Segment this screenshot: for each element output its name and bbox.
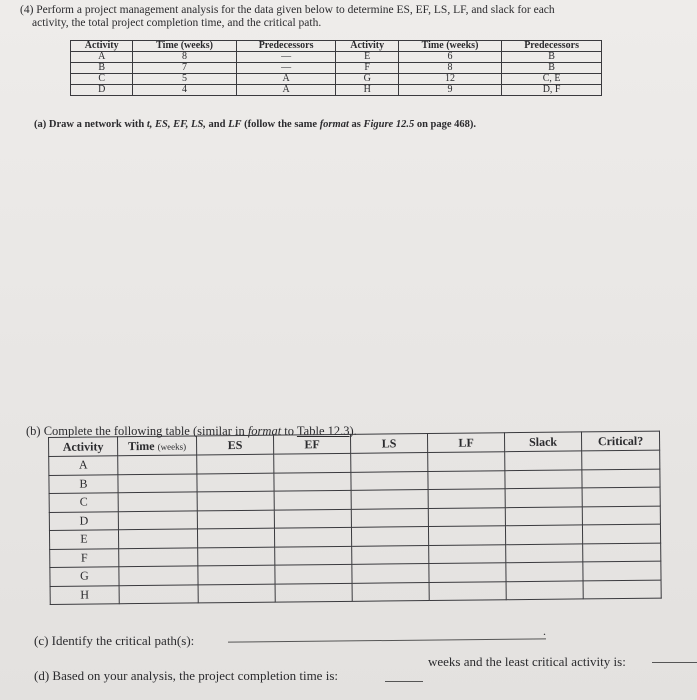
activity-cell: B (49, 474, 118, 493)
time-input-cell[interactable] (119, 584, 198, 603)
part-b-text: (b) Complete the following table (similar in (26, 424, 248, 438)
slack-input-cell[interactable] (505, 525, 582, 544)
header-predecessors-1: Predecessors (236, 41, 336, 52)
question-line-2: activity, the total project completion time, and the critical path. (32, 17, 322, 29)
part-b-italic: format (247, 424, 282, 438)
part-a-text: on page 468). (414, 119, 477, 130)
table-cell: E (336, 52, 398, 63)
table-row (71, 74, 602, 85)
time-input-cell[interactable] (119, 547, 198, 566)
part-a-italic: format (319, 119, 349, 130)
header-critical: Critical? (581, 431, 659, 451)
table-cell: — (236, 52, 336, 63)
header-time-label: Time (128, 438, 155, 453)
ls-input-cell[interactable] (352, 564, 429, 583)
slack-input-cell[interactable] (505, 506, 582, 525)
table-cell: F (336, 63, 398, 74)
header-activity-2: Activity (336, 41, 398, 52)
ls-input-cell[interactable] (351, 508, 428, 527)
ef-input-cell[interactable] (275, 546, 352, 565)
table-cell: B (502, 52, 602, 63)
time-input-cell[interactable] (118, 455, 197, 474)
table-cell: 12 (398, 74, 501, 85)
header-time-unit: (weeks) (157, 441, 187, 452)
es-input-cell[interactable] (197, 528, 274, 547)
lf-input-cell[interactable] (428, 452, 505, 471)
header-es: ES (196, 435, 273, 455)
critical-input-cell[interactable] (583, 580, 661, 599)
ls-input-cell[interactable] (351, 490, 428, 509)
ef-input-cell[interactable] (274, 453, 351, 472)
table-cell: D, F (502, 85, 602, 96)
table-cell: 6 (398, 52, 501, 63)
table-cell: A (71, 52, 133, 63)
part-a-text: (follow the same (241, 119, 320, 130)
part-b-text: ). (349, 424, 357, 438)
activity-cell: A (49, 456, 118, 475)
part-c-end-mark: . (543, 624, 546, 638)
lf-input-cell[interactable] (429, 563, 506, 582)
critical-path-answer-line[interactable] (228, 638, 546, 642)
activity-cell: F (50, 548, 119, 567)
critical-input-cell[interactable] (582, 506, 660, 525)
part-d-question: (d) Based on your analysis, the project completion time is: (34, 668, 338, 683)
time-input-cell[interactable] (118, 492, 197, 511)
slack-input-cell[interactable] (505, 488, 582, 507)
part-a-text: as (348, 119, 364, 130)
part-a-italic: t, ES, EF, LS, (146, 119, 206, 130)
ls-input-cell[interactable] (351, 471, 428, 490)
question-line-1: (4) Perform a project management analysis for the data given below to determine ES, EF, LS, LF, and slack for each (20, 4, 555, 16)
table-cell: G (336, 74, 398, 85)
header-ls: LS (350, 434, 427, 454)
activity-cell: C (49, 493, 118, 512)
least-critical-answer-line[interactable] (652, 662, 697, 663)
part-a-text: and (205, 119, 229, 130)
slack-input-cell[interactable] (506, 562, 583, 581)
lf-input-cell[interactable] (429, 544, 506, 563)
es-input-cell[interactable] (197, 454, 274, 473)
table-cell: A (236, 74, 336, 85)
activity-cell: E (49, 530, 118, 549)
table-cell: 9 (398, 85, 501, 96)
critical-input-cell[interactable] (582, 450, 660, 469)
table-row (71, 63, 602, 74)
activity-cell: G (50, 567, 119, 586)
table-reference-link: Table 12.3 (296, 424, 350, 438)
part-a-italic: LF (228, 119, 242, 130)
part-a-italic: Figure 12.5 (363, 119, 415, 130)
ef-input-cell[interactable] (275, 583, 352, 602)
table-row (71, 85, 602, 96)
header-activity-1: Activity (71, 41, 133, 52)
lf-input-cell[interactable] (428, 489, 505, 508)
table-cell: 8 (133, 52, 236, 63)
activity-cell: D (49, 511, 118, 530)
ef-input-cell[interactable] (274, 490, 351, 509)
slack-input-cell[interactable] (505, 469, 582, 488)
es-input-cell[interactable] (197, 473, 274, 492)
ef-input-cell[interactable] (274, 509, 351, 528)
table-cell: H (336, 85, 398, 96)
es-input-cell[interactable] (197, 491, 274, 510)
ls-input-cell[interactable] (351, 453, 428, 472)
time-input-cell[interactable] (118, 529, 197, 548)
critical-input-cell[interactable] (582, 487, 660, 506)
part-d-question-continued: weeks and the least critical activity is: (428, 654, 626, 669)
ef-input-cell[interactable] (274, 527, 351, 546)
header-time (118, 436, 197, 456)
slack-input-cell[interactable] (505, 451, 582, 470)
table-cell: 7 (133, 63, 236, 74)
ls-input-cell[interactable] (352, 545, 429, 564)
results-table (48, 431, 662, 605)
header-lf: LF (427, 433, 504, 453)
header-predecessors-2: Predecessors (502, 41, 602, 52)
ls-input-cell[interactable] (352, 582, 429, 601)
lf-input-cell[interactable] (428, 507, 505, 526)
table-cell: 5 (133, 74, 236, 85)
table-cell: D (71, 85, 133, 96)
table-cell: B (502, 63, 602, 74)
part-c-question: (c) Identify the critical path(s): (34, 633, 195, 648)
table-cell: — (236, 63, 336, 74)
table-cell: 8 (398, 63, 501, 74)
activity-cell: H (50, 585, 119, 604)
ef-input-cell[interactable] (274, 472, 351, 491)
header-time-2: Time (weeks) (398, 41, 501, 52)
es-input-cell[interactable] (197, 510, 274, 529)
header-time-1: Time (weeks) (133, 41, 236, 52)
ls-input-cell[interactable] (351, 527, 428, 546)
table-row (71, 52, 602, 63)
table-cell: C, E (502, 74, 602, 85)
time-input-cell[interactable] (119, 566, 198, 585)
slack-input-cell[interactable] (506, 543, 583, 562)
critical-input-cell[interactable] (582, 524, 660, 543)
time-input-cell[interactable] (118, 473, 197, 492)
lf-input-cell[interactable] (428, 470, 505, 489)
part-a-text: (a) Draw a network with (34, 119, 147, 130)
header-activity: Activity (49, 437, 118, 457)
lf-input-cell[interactable] (428, 526, 505, 545)
critical-input-cell[interactable] (583, 543, 661, 562)
critical-input-cell[interactable] (582, 469, 660, 488)
table-cell: 4 (133, 85, 236, 96)
header-slack: Slack (504, 432, 581, 452)
question-header (20, 4, 690, 30)
table-cell: B (71, 63, 133, 74)
critical-input-cell[interactable] (583, 561, 661, 580)
part-a-instruction (34, 119, 476, 130)
lf-input-cell[interactable] (429, 581, 506, 600)
header-ef: EF (273, 434, 350, 454)
es-input-cell[interactable] (198, 565, 275, 584)
table-header-row (71, 41, 602, 52)
es-input-cell[interactable] (198, 547, 275, 566)
activity-data-table (70, 40, 602, 96)
table-cell: C (71, 74, 133, 85)
es-input-cell[interactable] (198, 584, 275, 603)
table-cell: A (236, 85, 336, 96)
ef-input-cell[interactable] (275, 564, 352, 583)
time-input-cell[interactable] (118, 510, 197, 529)
part-b-text: to (281, 424, 297, 438)
completion-time-answer-line[interactable] (385, 681, 423, 682)
slack-input-cell[interactable] (506, 580, 583, 599)
